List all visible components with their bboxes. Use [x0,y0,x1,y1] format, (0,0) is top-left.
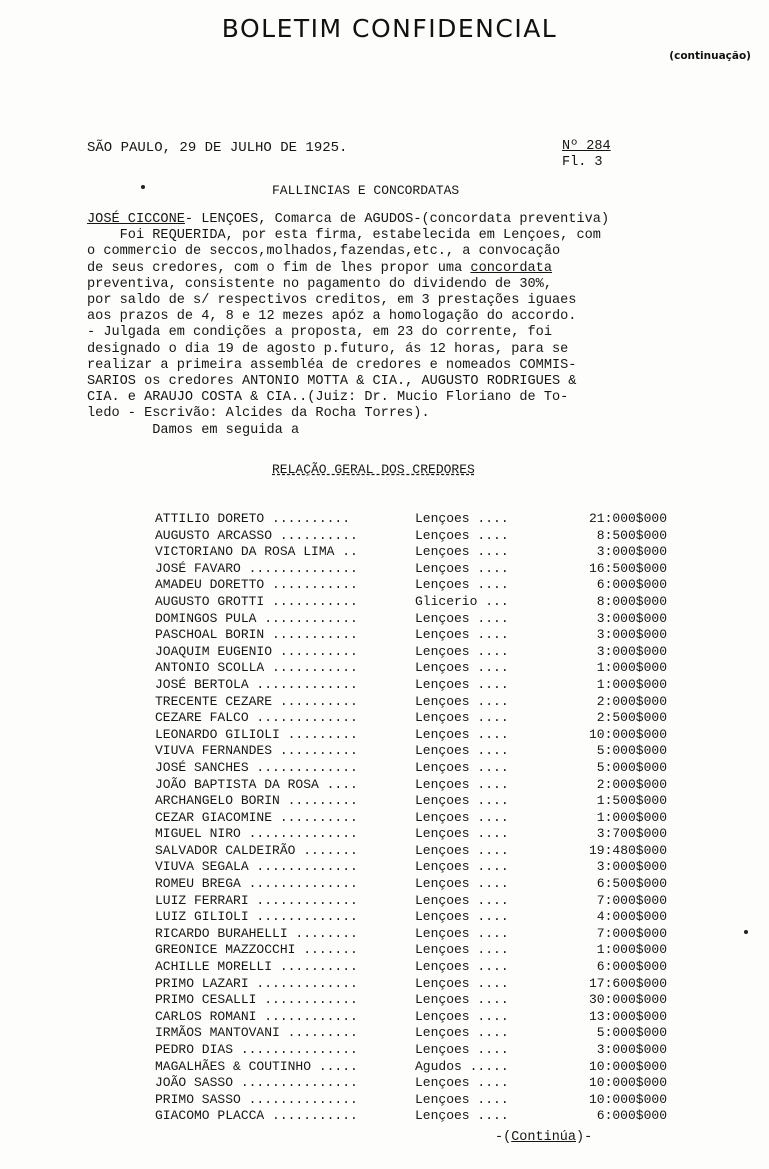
creditor-amount: 5:000$000 [596,743,667,759]
creditor-city: Lençoes .... [415,975,509,991]
creditor-name: LEONARDO GILIOLI ......... [155,726,358,742]
creditor-amount: 2:000$000 [596,776,667,792]
creditors-list-title: RELAÇÃO GERAL DOS CREDORES [272,462,475,477]
creditor-amount: 10:000$000 [588,1058,667,1074]
creditor-amount: 3:000$000 [596,627,667,643]
entry-line: aos prazos de 4, 8 e 12 mezes apóz a homologação do accordo. [87,309,577,325]
ink-speck [141,185,145,189]
creditor-row [155,926,675,943]
entry-line: JOSÉ CICCONE- LENÇOES, Comarca de AGUDOS-(concordata preventiva) [87,212,610,227]
creditor-city: Lençoes .... [415,942,509,958]
creditor-row [155,1025,675,1042]
creditor-city: Lençoes .... [415,1025,509,1041]
creditor-name: VIUVA FERNANDES .......... [155,743,358,759]
creditor-row [155,942,675,959]
creditor-city: Lençoes .... [415,1091,509,1107]
creditor-name: CARLOS ROMANI ............ [155,1008,358,1024]
creditor-name: GREONICE MAZZOCCHI ....... [155,942,358,958]
creditor-amount: 30:000$000 [588,992,667,1008]
creditor-amount: 7:000$000 [596,925,667,941]
creditor-amount: 6:000$000 [596,959,667,975]
creditor-city: Lençoes .... [415,1008,509,1024]
creditor-city: Lençoes .... [415,1075,509,1091]
creditor-name: ROMEU BREGA .............. [155,876,358,892]
creditor-row [155,793,675,810]
creditor-name: CEZAR GIACOMINE .......... [155,809,358,825]
bulletin-number: Nº 284 [562,139,611,154]
creditor-name: IRMÃOS MANTOVANI ......... [155,1025,358,1041]
creditor-city: Lençoes .... [415,660,509,676]
creditor-row [155,859,675,876]
creditor-name: PRIMO SASSO .............. [155,1091,358,1107]
creditor-amount: 19:480$000 [588,842,667,858]
creditor-row [155,561,675,578]
creditor-amount: 3:000$000 [596,859,667,875]
creditor-city: Agudos ..... [415,1058,509,1074]
creditor-name: PRIMO LAZARI ............. [155,975,358,991]
creditor-amount: 13:000$000 [588,1008,667,1024]
creditor-amount: 8:000$000 [596,593,667,609]
creditor-row [155,677,675,694]
creditor-name: JOSÉ SANCHES ............. [155,759,358,775]
entry-line: Damos em seguida a [87,422,300,438]
creditor-city: Lençoes .... [415,710,509,726]
creditor-amount: 6:000$000 [596,1108,667,1124]
entry-line: realizar a primeira assembléa de credores e nomeados COMMIS- [87,357,577,373]
creditor-row [155,660,675,677]
creditor-name: MAGALHÃES & COUTINHO ..... [155,1058,358,1074]
creditor-amount: 3:000$000 [596,544,667,560]
creditor-name: GIACOMO PLACCA ........... [155,1108,358,1124]
creditor-amount: 10:000$000 [588,1075,667,1091]
creditor-row [155,992,675,1009]
creditor-name: ATTILIO DORETO .......... [155,511,351,526]
creditor-city: Lençoes .... [415,759,509,775]
creditor-name: VIUVA SEGALA ............. [155,859,358,875]
entry-line: por saldo de s/ respectivos creditos, em 3 prestações iguaes [87,293,577,309]
creditor-row [155,727,675,744]
creditor-row [155,1009,675,1026]
creditor-city: Lençoes .... [415,842,509,858]
creditor-row [155,710,675,727]
creditor-city: Lençoes .... [415,610,509,626]
creditor-amount: 1:000$000 [596,676,667,692]
entry-line: CIA. e ARAUJO COSTA & CIA..(Juiz: Dr. Mucio Floriano de To- [87,390,569,406]
creditor-name: JOAQUIM EUGENIO .......... [155,643,358,659]
creditor-row [155,1108,675,1125]
creditor-row [155,1092,675,1109]
creditor-name: DOMINGOS PULA ............ [155,610,358,626]
creditor-amount: 1:000$000 [596,942,667,958]
creditor-city: Lençoes .... [415,909,509,925]
creditor-amount: 3:000$000 [596,643,667,659]
creditor-city: Lençoes .... [415,726,509,742]
creditor-name: SALVADOR CALDEIRÃO ....... [155,842,358,858]
creditor-amount: 1:000$000 [596,809,667,825]
creditor-row [155,611,675,628]
creditor-row [155,826,675,843]
document-title: BOLETIM CONFIDENCIAL [221,14,558,43]
creditor-name: LUIZ FERRARI ............. [155,892,358,908]
entry-line: ledo - Escrivão: Alcides da Rocha Torres). [87,406,430,422]
entry-line: - Julgada em condições a proposta, em 23 do corrente, foi [87,325,552,341]
creditor-amount: 10:000$000 [588,1091,667,1107]
creditor-row [155,528,675,545]
creditor-city: Lençoes .... [415,527,509,543]
creditor-row [155,843,675,860]
creditor-row [155,1059,675,1076]
creditor-name: ACHILLE MORELLI .......... [155,959,358,975]
creditor-amount: 6:000$000 [596,577,667,593]
creditor-amount: 3:000$000 [596,1042,667,1057]
creditor-row [155,577,675,594]
sheet-number: Fl. 3 [562,155,603,170]
creditor-city: Lençoes .... [415,693,509,709]
entry-line: Foi REQUERIDA, por esta firma, estabelecida em Lençoes, com [87,228,601,244]
continue-footer: -(Continúa)- [495,1130,593,1145]
creditor-row [155,594,675,611]
creditor-row [155,743,675,760]
creditor-city: Lençoes .... [415,859,509,875]
creditor-row [155,810,675,827]
creditor-city: Lençoes .... [415,1042,509,1057]
creditor-city: Lençoes .... [415,793,509,809]
creditor-amount: 1:000$000 [596,660,667,676]
creditor-name: JOSÉ FAVARO .............. [155,560,358,576]
creditor-city: Lençoes .... [415,776,509,792]
creditor-city: Lençoes .... [415,627,509,643]
creditor-row [155,644,675,661]
creditor-row [155,760,675,777]
creditor-city: Lençoes .... [415,892,509,908]
underlined-word: concordata [470,260,552,276]
creditor-amount: 17:600$000 [588,975,667,991]
creditor-name: LUIZ GILIOLI ............. [155,909,358,925]
creditor-city: Lençoes .... [415,560,509,576]
creditor-name: PASCHOAL BORIN ........... [155,627,358,643]
creditor-name: TRECENTE CEZARE .......... [155,693,358,709]
continue-word: Continúa [511,1130,577,1145]
creditor-city: Lençoes .... [415,577,509,593]
entry-line: de seus credores, com o fim de lhes propor uma concordata [87,260,552,276]
entry-line: designado o dia 19 de agosto p.futuro, ás 12 horas, para se [87,341,569,357]
creditor-city: Lençoes .... [415,743,509,759]
creditor-city: Lençoes .... [415,925,509,941]
creditor-amount: 21:000$000 [588,511,667,526]
creditor-city: Lençoes .... [415,826,509,842]
creditor-row [155,976,675,993]
creditor-amount: 5:000$000 [596,1025,667,1041]
creditor-amount: 3:000$000 [596,610,667,626]
creditor-name: AUGUSTO GROTTI ........... [155,593,358,609]
creditor-name: JOÃO BAPTISTA DA ROSA .... [155,776,358,792]
creditor-row [155,544,675,561]
creditor-amount: 2:500$000 [596,710,667,726]
creditor-city: Lençoes .... [415,544,509,560]
dateline: SÃO PAULO, 29 DE JULHO DE 1925. [87,140,348,156]
creditor-name: ARCHANGELO BORIN ......... [155,793,358,809]
creditor-name: AMADEU DORETTO ........... [155,577,358,593]
creditor-name: PEDRO DIAS ............... [155,1042,358,1057]
entry-line: SARIOS os credores ANTONIO MOTTA & CIA., AUGUSTO RODRIGUES & [87,374,577,390]
creditor-amount: 1:500$000 [596,793,667,809]
creditor-amount: 3:700$000 [596,826,667,842]
creditor-row [155,694,675,711]
creditor-row [155,876,675,893]
bulletin-number-block [562,139,611,171]
document-masthead [0,14,769,43]
creditor-amount: 8:500$000 [596,527,667,543]
creditor-city: Lençoes .... [415,876,509,892]
ink-speck [744,930,748,934]
creditor-name: AUGUSTO ARCASSO .......... [155,527,358,543]
creditor-name: VICTORIANO DA ROSA LIMA .. [155,544,358,560]
creditor-city: Lençoes .... [415,511,509,526]
creditor-city: Lençoes .... [415,643,509,659]
creditor-row [155,1042,675,1059]
creditor-name: JOSÉ BERTOLA ............. [155,676,358,692]
creditor-amount: 2:000$000 [596,693,667,709]
firm-name: JOSÉ CICCONE [87,212,185,227]
creditor-name: MIGUEL NIRO .............. [155,826,358,842]
creditor-name: PRIMO CESALLI ............ [155,992,358,1008]
creditor-name: RICARDO BURAHELLI ........ [155,925,358,941]
creditor-row [155,627,675,644]
creditor-row [155,959,675,976]
continuation-label: (continuação) [669,50,751,62]
section-title: FALLINCIAS E CONCORDATAS [272,183,460,198]
creditor-row [155,893,675,910]
creditor-city: Lençoes .... [415,959,509,975]
creditor-row [155,777,675,794]
creditor-amount: 7:000$000 [596,892,667,908]
creditor-city: Lençoes .... [415,676,509,692]
creditor-city: Lençoes .... [415,809,509,825]
entry-line: o commercio de seccos,molhados,fazendas,etc., a convocação [87,244,561,260]
creditor-row [155,511,675,528]
creditor-amount: 16:500$000 [588,560,667,576]
creditor-city: Glicerio ... [415,593,509,609]
entry-line: preventiva, consistente no pagamento do dividendo de 30%, [87,276,552,292]
creditor-amount: 4:000$000 [596,909,667,925]
creditor-amount: 6:500$000 [596,876,667,892]
creditor-row [155,1075,675,1092]
creditor-amount: 10:000$000 [588,726,667,742]
creditor-name: JOÃO SASSO ............... [155,1075,358,1091]
creditor-name: CEZARE FALCO ............. [155,710,358,726]
creditor-city: Lençoes .... [415,992,509,1008]
creditors-list [155,511,675,1125]
creditor-city: Lençoes .... [415,1108,509,1124]
creditor-name: ANTONIO SCOLLA ........... [155,660,358,676]
creditor-row [155,909,675,926]
creditor-amount: 5:000$000 [596,759,667,775]
entry-body [87,212,727,439]
